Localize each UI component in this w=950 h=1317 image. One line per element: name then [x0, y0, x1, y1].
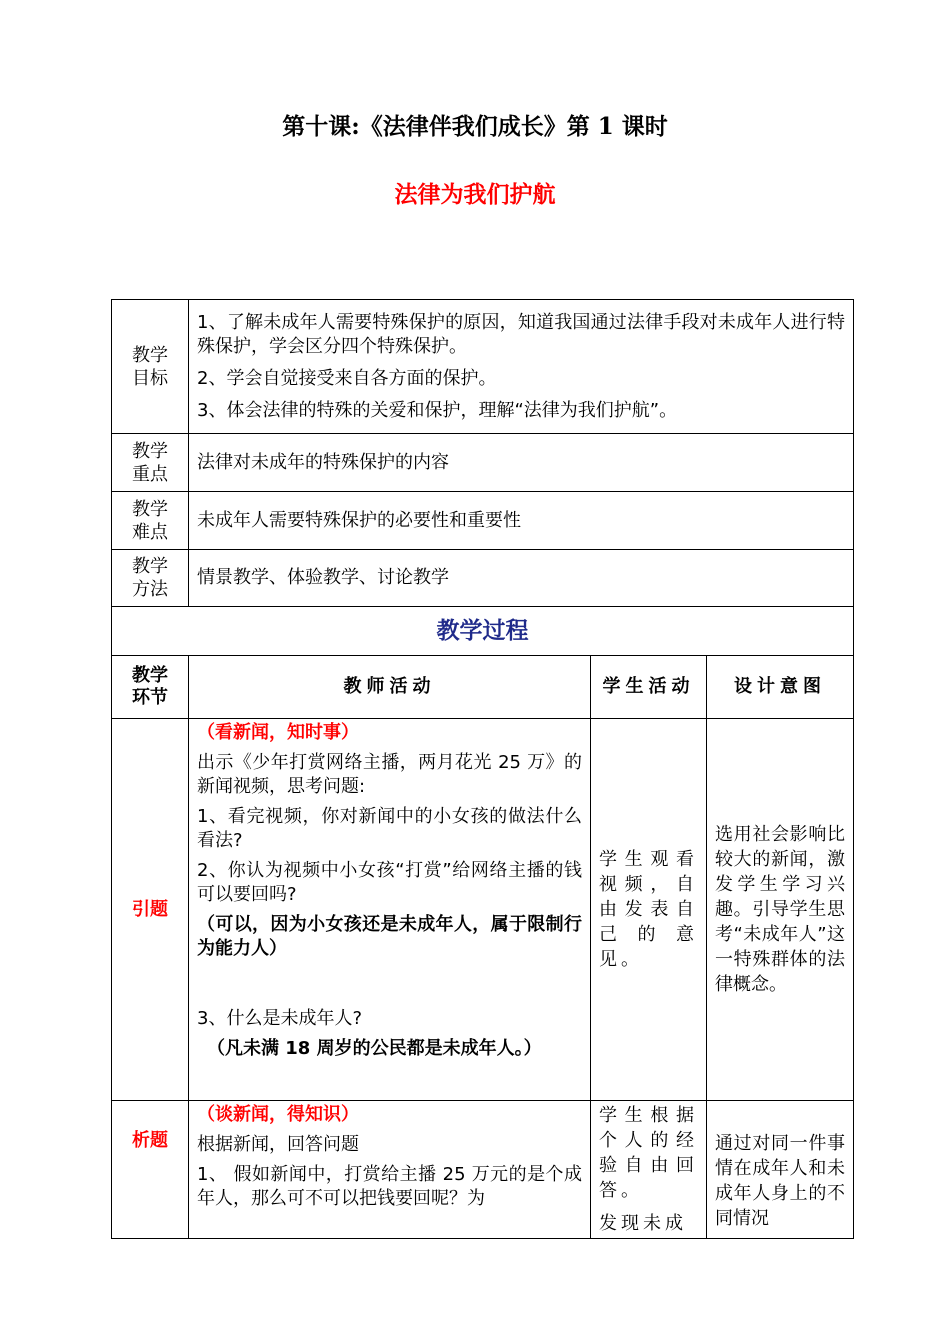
objective-item: 1、了解未成年人需要特殊保护的原因，知道我国通过法律手段对未成年人进行特殊保护，学会区分四个特殊保护。	[197, 311, 845, 357]
method-label: 教学方法	[112, 550, 189, 607]
keypoint-label: 教学重点	[112, 434, 189, 492]
process-header-row	[112, 656, 854, 719]
analysis-line: 1、 假如新闻中，打赏给主播 25 万元的是个成年人，那么可不可以把钱要回呢？为	[197, 1164, 582, 1209]
analysis-heading: （谈新闻，得知识）	[197, 1104, 359, 1125]
page-title: 第十课:《法律伴我们成长》第 1 课时	[282, 113, 668, 140]
analysis-row	[112, 1101, 854, 1239]
intro-student-activity: 学生观看视频，自由发表自己的意见。	[591, 719, 707, 1101]
intro-line: 1、看完视频，你对新闻中的小女孩的做法什么看法?	[197, 806, 582, 851]
difficulty-label: 教学难点	[112, 492, 189, 550]
objective-item: 2、学会自觉接受来自各方面的保护。	[197, 367, 497, 389]
analysis-student-activity	[591, 1101, 707, 1239]
keypoint-row	[112, 434, 854, 492]
intro-teacher-activity	[189, 719, 591, 1101]
intro-answer: （凡未满 18 周岁的公民都是未成年人。）	[207, 1038, 542, 1059]
intro-stage-label: 引题	[112, 719, 189, 1101]
analysis-design-intent: 通过对同一件事情在成年人和未成年人身上的不同情况	[707, 1101, 854, 1239]
analysis-teacher-activity	[189, 1101, 591, 1239]
intro-question-3: 3、什么是未成年人?	[197, 1008, 363, 1029]
design-header: 设计意图	[707, 656, 854, 719]
method-content: 情景教学、体验教学、讨论教学	[189, 550, 854, 607]
lesson-plan-table	[111, 299, 854, 1239]
method-row	[112, 550, 854, 607]
analysis-line: 根据新闻，回答问题	[197, 1134, 359, 1155]
intro-row	[112, 719, 854, 1101]
difficulty-content: 未成年人需要特殊保护的必要性和重要性	[189, 492, 854, 550]
intro-heading: （看新闻，知时事）	[197, 722, 359, 743]
analysis-student-text: 发现未成	[599, 1213, 687, 1234]
process-title-row	[112, 607, 854, 656]
student-header: 学生活动	[591, 656, 707, 719]
analysis-stage-label: 析题	[112, 1101, 189, 1239]
objectives-label: 教学目标	[112, 300, 189, 434]
intro-design-intent: 选用社会影响比较大的新闻，激发学生学习兴趣。引导学生思考“未成年人”这一特殊群体的法律概念。	[707, 719, 854, 1101]
keypoint-content: 法律对未成年的特殊保护的内容	[189, 434, 854, 492]
teacher-header: 教师活动	[189, 656, 591, 719]
intro-line: 出示《少年打赏网络主播，两月花光 25 万》的新闻视频，思考问题:	[197, 752, 582, 797]
objectives-row	[112, 300, 854, 434]
objective-item: 3、体会法律的特殊的关爱和保护，理解“法律为我们护航”。	[197, 399, 678, 421]
difficulty-row	[112, 492, 854, 550]
process-title: 教学过程	[112, 607, 854, 656]
objectives-content	[189, 300, 854, 434]
analysis-student-text: 学生根据个人的经验自由回答。	[599, 1105, 698, 1201]
stage-header: 教学环节	[112, 656, 189, 719]
intro-line: 2、你认为视频中小女孩“打赏”给网络主播的钱可以要回吗?	[197, 860, 582, 905]
intro-answer: （可以，因为小女孩还是未成年人，属于限制行为能力人）	[197, 914, 582, 959]
lesson-subtitle: 法律为我们护航	[394, 182, 556, 208]
